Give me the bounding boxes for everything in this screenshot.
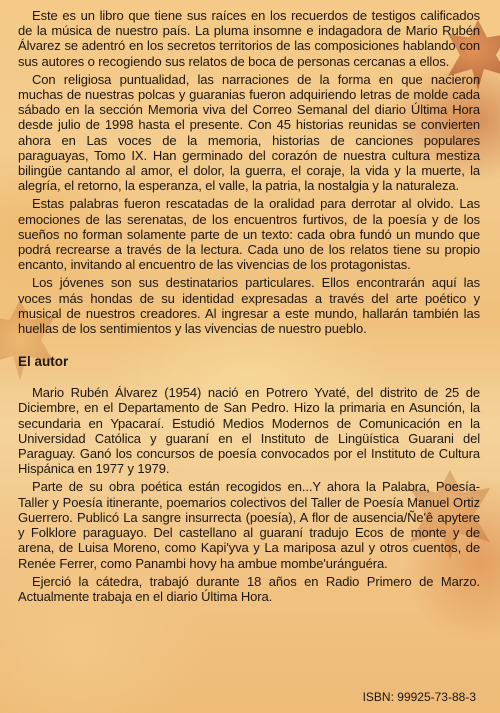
intro-paragraph: Estas palabras fueron rescatadas de la oralidad para derrotar al olvido. Las emociones de las serenatas, de los encuentros furtivos, de la poesía y de los sueños no forman solamente parte de un texto: cada obra fundó un mundo que podrá recrearse a través de la lectura. Cada uno de los relatos tiene su propio encanto, invitando al encuentro de las vivencias de los protagonistas. bbox=[18, 196, 480, 273]
isbn-label: ISBN: 99925-73-88-3 bbox=[362, 690, 476, 704]
intro-paragraph: Los jóvenes son sus destinatarios particulares. Ellos encontrarán aquí las voces más hondas de su identidad expresadas a través del arte poético y musical de nuestros creadores. Al ingresar a este mundo, hallarán también las huellas de los sentimientos y las vivencias de nuestro pueblo. bbox=[18, 275, 480, 337]
author-paragraph: Ejerció la cátedra, trabajó durante 18 años en Radio Primero de Marzo. Actualmente trabaja en el diario Última Hora. bbox=[18, 573, 480, 604]
back-cover-text bbox=[18, 8, 480, 607]
author-heading: El autor bbox=[18, 354, 69, 370]
intro-paragraph: Con religiosa puntualidad, las narraciones de la forma en que nacieron muchas de nuestras polcas y guaranias fueron adquiriendo letras de molde cada sábado en la sección Memoria viva del Correo Semanal del diario Última Hora desde julio de 1998 hasta el presente. Con 45 historias reunidas se convierten ahora en Las voces de la memoria, historias de canciones populares paraguayas, Tomo IX. Han germinado del corazón de nuestra cultura mestiza bilingüe cantando al amor, el dolor, la guerra, el coraje, la vida y la muerte, la alegría, el retorno, la esperanza, el valle, la patria, la nostalgia y la naturaleza. bbox=[18, 71, 480, 194]
author-paragraph: Mario Rubén Álvarez (1954) nació en Potrero Yvaté, del distrito de 25 de Diciembre, en el Departamento de San Pedro. Hizo la primaria en Asunción, la secundaria en Ypacaraí. Estudió Medios Modernos de Comunicación en la Universidad Católica y guaraní en el Instituto de Lingüística Guarani del Paraguay. Ganó los concursos de poesía convocados por el Instituto de Cultura Hispánica en 1977 y 1979. bbox=[18, 385, 480, 477]
author-paragraph: Parte de su obra poética están recogidos en...Y ahora la Palabra, Poesía-Taller y Poesía itinerante, poemarios colectivos del Taller de Poesía Manuel Ortiz Guerrero. Publicó La sangre insurrecta (poesía), A flor de ausencia/Ñe'ê apytere y Folklore paraguayo. Del castellano al guaraní tradujo Ecos de monte y de arena, de Luisa Moreno, como Kapi'yva y La mariposa azul y otros cuentos, de Renée Ferrer, como Panambi hovy ha ambue mombe'uránguéra. bbox=[18, 479, 480, 571]
intro-paragraph: Este es un libro que tiene sus raíces en los recuerdos de testigos calificados de la música de nuestro país. La pluma insomne e indagadora de Mario Rubén Álvarez se adentró en los secretos territorios de las composiciones hablando con sus autores o recogiendo sus relatos de boca de personas cercanas a ellos. bbox=[18, 8, 480, 69]
